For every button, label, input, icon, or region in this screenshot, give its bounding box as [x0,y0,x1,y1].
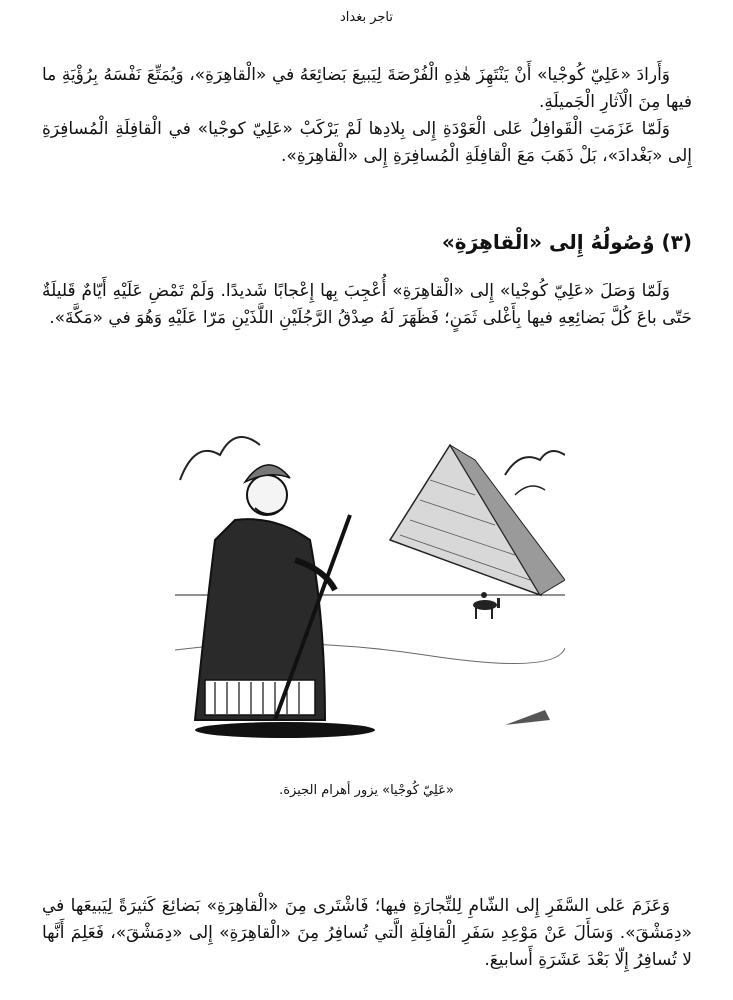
pyramids-merchant-illustration [175,420,565,740]
figure-caption: «عَلِيّ كُوجْيا» يزور أهرام الجيزة. [279,783,454,798]
running-head: تاجر بغداد [339,10,394,25]
middle-text-block [42,278,692,332]
bottom-text-block [42,893,692,974]
paragraph: وَلَمّا وَصَلَ «عَلِيّ كُوجْيا» إِلى «الْقاهِرَةِ» أُعْجِبَ بِها إِعْجابًا شَديدًا. وَلَمْ تَمْضِ عَلَيْهِ أَيّامٌ قَليلَةٌ حَتّى باعَ كُلَّ بَضائِعِهِ فيها بِأَغْلى ثَمَنٍ؛ فَظَهَرَ لَهُ صِدْقُ الرَّجُلَيْنِ اللَّذَيْنِ مَرّا عَلَيْهِ وَهُوَ في «مَكَّةَ». [42,281,692,328]
section-heading: (٣) وُصُولُهُ إِلى «الْقاهِرَةِ» [441,230,692,254]
paragraph: وَعَزَمَ عَلى السَّفَرِ إِلى الشّامِ لِلتِّجارَةِ فيها؛ فَاشْتَرى مِنَ «الْقاهِرَةِ» بَضائِعَ كَثيرَةً لِيَبيعَها في «دِمَشْقَ». وَسَأَلَ عَنْ مَوْعِدِ سَفَرِ الْقافِلَةِ الَّتي تُسافِرُ مِنَ «الْقاهِرَةِ» إِلى «دِمَشْقَ»، فَعَلِمَ أَنَّها لا تُسافِرُ إِلّا بَعْدَ عَشَرَةِ أَسابيعَ. [42,896,692,970]
top-text-block [42,62,692,170]
illustration [175,420,565,740]
paragraph: وَلَمّا عَزَمَتِ الْقَوافِلُ عَلى الْعَوْدَةِ إِلى بِلادِها لَمْ يَرْكَبْ «عَلِيّ كوجْيا» في الْقافِلَةِ الْمُسافِرَةِ إِلى «بَغْدادَ»، بَلْ ذَهَبَ مَعَ الْقافِلَةِ الْمُسافِرَةِ إِلى «الْقاهِرَةِ». [42,119,692,166]
paragraph: وَأَرادَ «عَلِيّ كُوجْيا» أَنْ يَنْتَهِزَ هٰذِهِ الْفُرْصَةَ لِيَبيعَ بَضائِعَهُ في «الْقاهِرَةِ»، وَيُمَتِّعَ نَفْسَهُ بِرُؤْيَةِ ما فيها مِنَ الْآثارِ الْجَميلَةِ. [42,65,692,112]
